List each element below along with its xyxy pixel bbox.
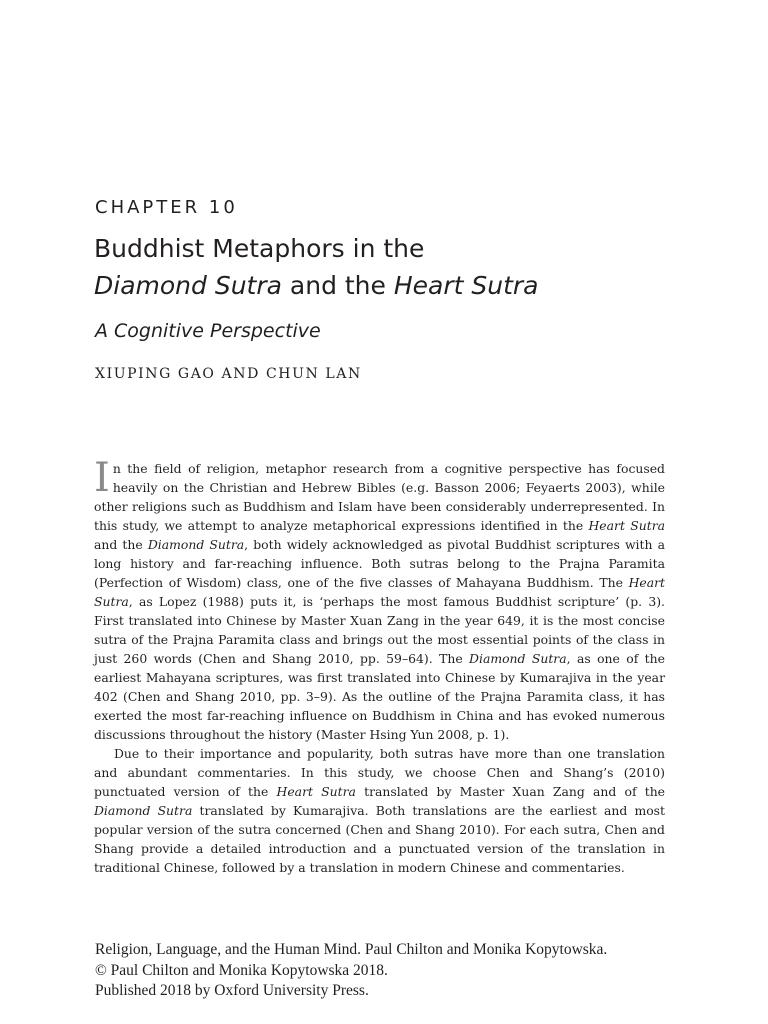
chapter-authors: XIUPING GAO AND CHUN LAN <box>95 366 362 382</box>
chapter-title-line-2 <box>94 267 694 304</box>
paragraph-1-text-3: , both widely acknowledged as pivotal Buddhist scriptures with a long history and far-reaching influence. Both sutras belong to the Prajna Paramita (Perfection of Wisdom) class, one of the five classes of Mahayana Buddhism. The <box>94 537 665 590</box>
paragraph-1-text-2: and the <box>94 537 148 552</box>
paragraph-2-italic-1: Heart Sutra <box>276 784 356 799</box>
drop-cap: I <box>94 455 110 501</box>
chapter-title-line-1: Buddhist Metaphors in the <box>94 234 425 263</box>
chapter-number: CHAPTER 10 <box>95 197 238 218</box>
paragraph-1-italic-3: Heart Sutra <box>94 575 665 609</box>
paragraph-2-text-1: Due to their importance and popularity, both sutras have more than one translation and abundant commentaries. In this study, we choose Chen and Shang’s (2010) punctuated version of the <box>94 746 665 799</box>
paragraph-2-text-3: translated by Kumarajiva. Both translations are the earliest and most popular version of the sutra concerned (Chen and Shang 2010). For each sutra, Chen and Shang provide a detailed introduction and a punctuated version of the translation in traditional Chinese, followed by a translation in modern Chinese and commentaries. <box>94 803 665 875</box>
paragraph-1-text-4: , as Lopez (1988) puts it, is ‘perhaps the most famous Buddhist scripture’ (p. 3). First translated into Chinese by Master Xuan Zang in the year 649, it is the most concise sutra of the Prajna Paramita class and brings out the most essential points of the class in just 260 words (Chen and Shang 2010, pp. 59–64). The <box>94 594 665 666</box>
body-text <box>94 455 666 877</box>
title-heart-sutra: Heart Sutra <box>393 271 539 300</box>
chapter-subtitle: A Cognitive Perspective <box>95 320 321 342</box>
paragraph-2-text-2: translated by Master Xuan Zang and of the <box>355 784 666 799</box>
paragraph-2-italic-2: Diamond Sutra <box>94 803 193 818</box>
paragraph-1-text-1: n the field of religion, metaphor research from a cognitive perspective has focused heavily on the Christian and Hebrew Bibles (e.g. Basson 2006; Feyaerts 2003), while other religions such as Buddhism and Islam have been considerably underrepresented. In this study, we attempt to analyze metaphorical expressions identified in the <box>94 461 665 533</box>
copyright-footer <box>95 940 715 1002</box>
title-connector: and the <box>281 271 394 300</box>
paragraph-1-italic-1: Heart Sutra <box>588 518 666 533</box>
chapter-title <box>94 230 694 304</box>
footer-copyright: © Paul Chilton and Monika Kopytowska 2018. <box>95 961 388 979</box>
paragraph-1-text-5: , as one of the earliest Mahayana scriptures, was first translated into Chinese by Kumarajiva in the year 402 (Chen and Shang 2010, pp. 3–9). As the outline of the Prajna Paramita class, it has exerted the most far-reaching influence on Buddhism in China and has evoked numerous discussions throughout the history (Master Hsing Yun 2008, p. 1). <box>94 651 665 742</box>
paragraph-1-italic-4: Diamond Sutra <box>469 651 567 666</box>
paragraph-1 <box>94 455 666 744</box>
paragraph-2 <box>94 744 665 877</box>
paragraph-1-italic-2: Diamond Sutra <box>147 537 245 552</box>
footer-book-info: Religion, Language, and the Human Mind. Paul Chilton and Monika Kopytowska. <box>95 941 608 958</box>
footer-publisher: Published 2018 by Oxford University Press. <box>95 982 369 999</box>
title-diamond-sutra: Diamond Sutra <box>94 271 282 300</box>
